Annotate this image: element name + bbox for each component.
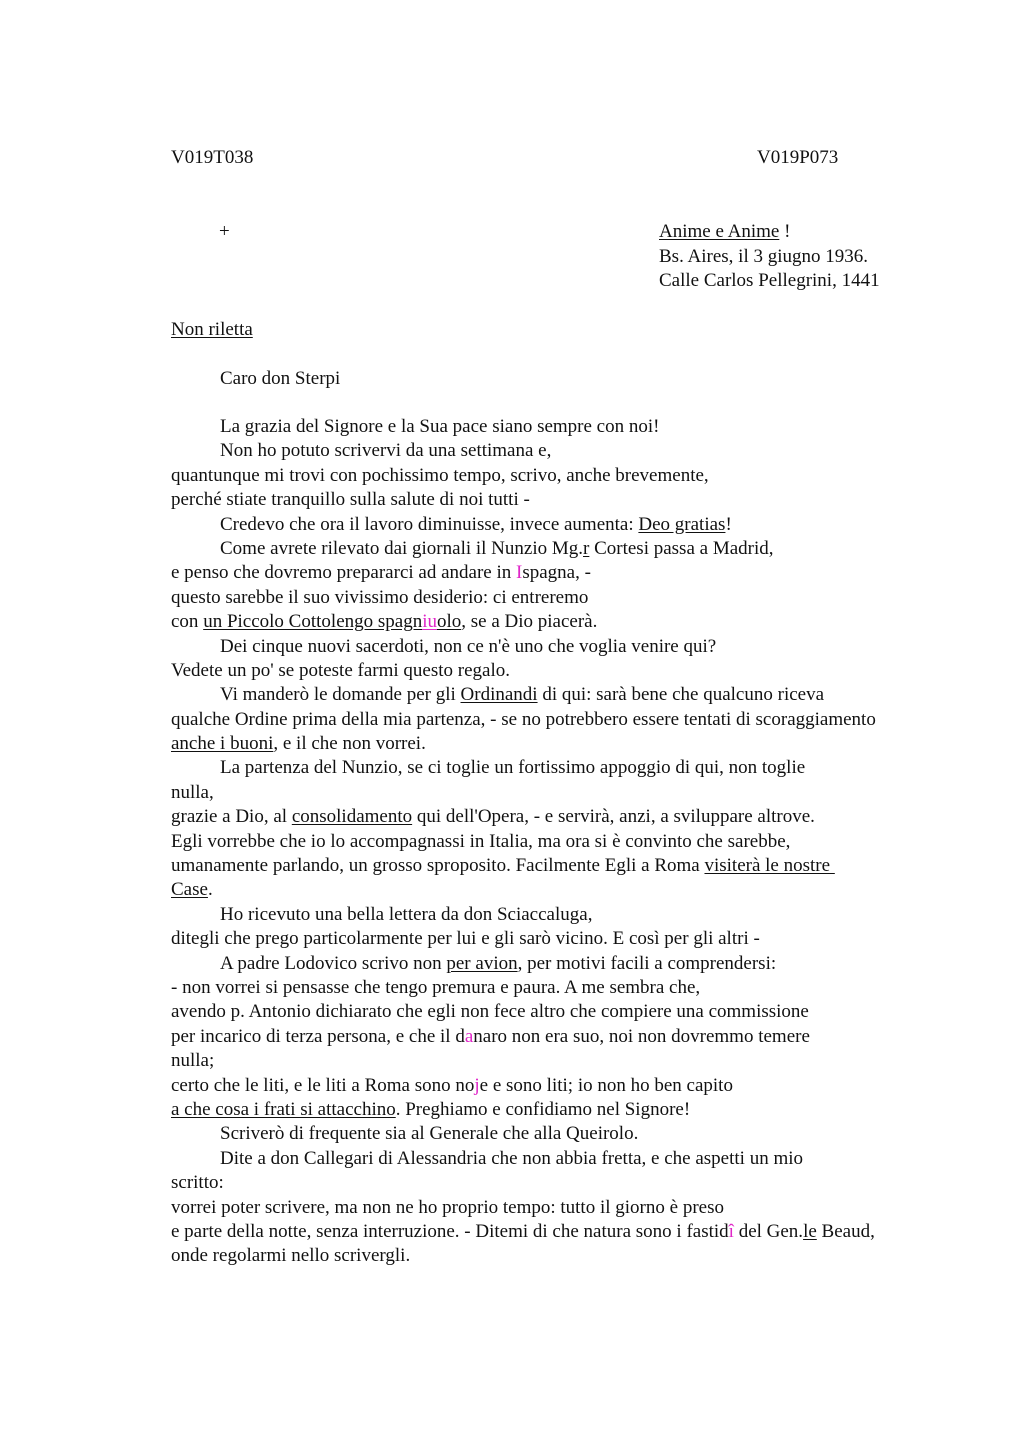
text-run: qui dell'Opera, - e servirà, anzi, a sviluppare altrove. bbox=[412, 806, 815, 828]
body-line bbox=[171, 561, 961, 585]
place-date: Bs. Aires, il 3 giugno 1936. bbox=[659, 246, 869, 267]
text-run: e penso che dovremo prepararci ad andare in bbox=[171, 562, 516, 584]
body-line bbox=[171, 1098, 961, 1122]
underlined-text: un Piccolo Cottolengo spagn bbox=[203, 611, 423, 633]
text-run: A padre Lodovico scrivo non bbox=[220, 952, 447, 974]
underlined-text: Deo gratias bbox=[638, 513, 726, 535]
text-run: ! bbox=[725, 513, 732, 535]
body-line: perché stiate tranquillo sulla salute di noi tutti - bbox=[171, 489, 530, 511]
body-line: - non vorrei si pensasse che tengo premura e paura. A me sembra che, bbox=[171, 976, 701, 998]
text-run: del Gen. bbox=[733, 1220, 804, 1242]
motto-line bbox=[659, 220, 790, 244]
body-line: qualche Ordine prima della mia partenza, - se no potrebbero essere tentati di scoraggiamento bbox=[171, 708, 876, 730]
text-run: , se a Dio piacerà. bbox=[461, 611, 598, 633]
text-run: per incarico di terza persona, e che il d bbox=[171, 1025, 465, 1047]
underlined-text: per avion bbox=[446, 952, 518, 974]
note-not-reread: Non riletta bbox=[171, 319, 253, 340]
correction-mark: I bbox=[516, 562, 523, 584]
body-line bbox=[171, 952, 961, 976]
document-code-right: V019P073 bbox=[757, 147, 839, 168]
body-line: vorrei poter scrivere, ma non ne ho proprio tempo: tutto il giorno è preso bbox=[171, 1196, 724, 1218]
text-run: con bbox=[171, 611, 204, 633]
body-line: Scriverò di frequente sia al Generale che alla Queirolo. bbox=[220, 1123, 639, 1145]
motto: Anime e Anime bbox=[659, 221, 780, 242]
body-line: Ho ricevuto una bella lettera da don Sciaccaluga, bbox=[220, 903, 593, 925]
motto-suffix: ! bbox=[779, 221, 791, 242]
text-run: Beaud, bbox=[816, 1220, 875, 1242]
body-line bbox=[171, 878, 961, 902]
body-line: scritto: bbox=[171, 1172, 224, 1194]
body-line: Non ho potuto scrivervi da una settimana e, bbox=[220, 440, 552, 462]
body-line bbox=[171, 805, 961, 829]
document-code-left: V019T038 bbox=[171, 147, 254, 168]
text-run: di qui: sarà bene che qualcuno riceva bbox=[537, 684, 825, 706]
text-run: naro non era suo, noi non dovremmo temere bbox=[473, 1025, 810, 1047]
body-line bbox=[171, 610, 961, 634]
address: Calle Carlos Pellegrini, 1441 bbox=[659, 270, 880, 291]
body-line: nulla; bbox=[171, 1050, 215, 1072]
underlined-text: r bbox=[583, 537, 590, 559]
body-line: nulla, bbox=[171, 781, 214, 803]
body-line: quantunque mi trovi con pochissimo tempo, scrivo, anche brevemente, bbox=[171, 464, 709, 486]
text-run: Credevo che ora il lavoro diminuisse, invece aumenta: bbox=[220, 513, 639, 535]
body-line bbox=[171, 1025, 961, 1049]
body-line: questo sarebbe il suo vivissimo desiderio: ci entreremo bbox=[171, 586, 589, 608]
body-line: La partenza del Nunzio, se ci toglie un fortissimo appoggio di qui, non toglie bbox=[220, 757, 806, 779]
underlined-text: olo bbox=[436, 611, 462, 633]
body-line bbox=[171, 1220, 961, 1244]
underlined-text: Case bbox=[171, 879, 208, 901]
text-run: Come avrete rilevato dai giornali il Nunzio Mg. bbox=[220, 537, 584, 559]
underlined-text: Ordinandi bbox=[460, 684, 538, 706]
text-run: grazie a Dio, al bbox=[171, 806, 292, 828]
underlined-text: visiterà le nostre bbox=[704, 855, 835, 877]
text-run: Vi manderò le domande per gli bbox=[220, 684, 461, 706]
text-run: e e sono liti; io non ho ben capito bbox=[479, 1074, 733, 1096]
body-line bbox=[171, 537, 961, 561]
text-run: . bbox=[207, 879, 213, 901]
text-run: , per motivi facili a comprendersi: bbox=[517, 952, 777, 974]
text-run: e parte della notte, senza interruzione. - Ditemi di che natura sono i fastid bbox=[171, 1220, 729, 1242]
salutation: Caro don Sterpi bbox=[220, 368, 341, 389]
underlined-text: consolidamento bbox=[291, 806, 413, 828]
underlined-text: anche i buoni bbox=[171, 733, 274, 755]
body-line bbox=[171, 854, 961, 878]
body-line bbox=[171, 732, 961, 756]
body-line bbox=[171, 513, 961, 537]
text-run: . Preghiamo e confidiamo nel Signore! bbox=[395, 1098, 691, 1120]
text-run: spagna, - bbox=[522, 562, 591, 584]
correction-mark: î bbox=[728, 1220, 734, 1242]
correction-mark: a bbox=[464, 1025, 474, 1047]
correction-mark: iu bbox=[422, 611, 437, 633]
body-line bbox=[171, 683, 961, 707]
underlined-text: le bbox=[803, 1220, 817, 1242]
body-line: Vedete un po' se poteste farmi questo regalo. bbox=[171, 659, 510, 681]
body-line: avendo p. Antonio dichiarato che egli non fece altro che compiere una commissione bbox=[171, 1001, 809, 1023]
correction-mark: j bbox=[474, 1074, 480, 1096]
body-line: Dite a don Callegari di Alessandria che non abbia fretta, e che aspetti un mio bbox=[220, 1147, 803, 1169]
body-line: Egli vorrebbe che io lo accompagnassi in Italia, ma ora si è convinto che sarebbe, bbox=[171, 830, 791, 852]
body-line: onde regolarmi nello scrivergli. bbox=[171, 1245, 411, 1267]
body-line: La grazia del Signore e la Sua pace siano sempre con noi! bbox=[220, 416, 660, 437]
text-run: certo che le liti, e le liti a Roma sono no bbox=[171, 1074, 475, 1096]
letter-body bbox=[171, 415, 961, 1269]
cross-mark: + bbox=[219, 221, 230, 242]
text-run: Cortesi passa a Madrid, bbox=[589, 537, 774, 559]
body-line: ditegli che prego particolarmente per lui e gli sarò vicino. E così per gli altri - bbox=[171, 928, 760, 950]
underlined-text: a che cosa i frati si attacchino bbox=[171, 1098, 396, 1120]
body-line: Dei cinque nuovi sacerdoti, non ce n'è uno che voglia venire qui? bbox=[220, 635, 717, 657]
body-line bbox=[171, 1074, 961, 1098]
text-run: , e il che non vorrei. bbox=[273, 733, 426, 755]
text-run: umanamente parlando, un grosso sproposito. Facilmente Egli a Roma bbox=[171, 855, 705, 877]
